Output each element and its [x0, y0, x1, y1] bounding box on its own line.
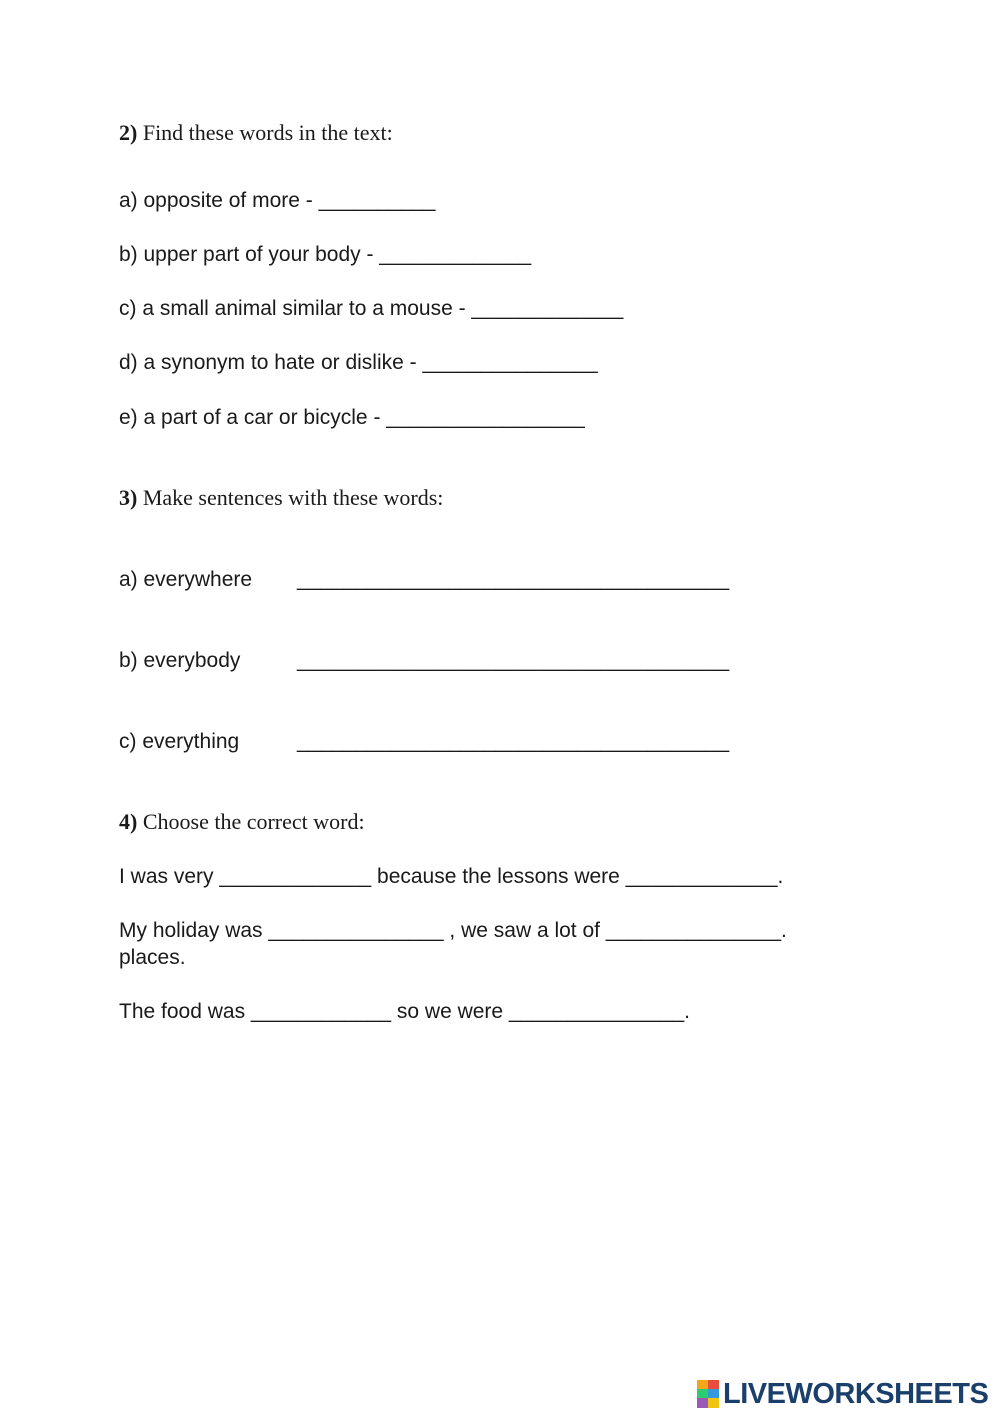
- section-3-blank-a[interactable]: _____________________________________: [297, 568, 730, 591]
- logo-block-icon: [708, 1380, 719, 1389]
- section-4-title: Choose the correct word:: [142, 809, 365, 834]
- section-3-number: 3): [119, 485, 138, 510]
- section-2-heading: [119, 120, 393, 146]
- section-4-sentence-2-continuation: places.: [119, 946, 186, 969]
- section-2-item-d: d) a synonym to hate or dislike - _______________: [119, 351, 598, 374]
- liveworksheets-logo: [697, 1377, 988, 1411]
- section-3-label-b: b) everybody: [119, 649, 241, 672]
- section-4-heading: [119, 809, 365, 835]
- liveworksheets-logo-text: LIVEWORKSHEETS: [723, 1378, 989, 1410]
- section-2-item-c: c) a small animal similar to a mouse - _____________: [119, 297, 624, 320]
- logo-block-icon: [708, 1389, 719, 1398]
- section-3-blank-c[interactable]: _____________________________________: [297, 730, 730, 753]
- section-2-item-a: a) opposite of more - __________: [119, 189, 436, 212]
- section-3-heading: [119, 485, 443, 511]
- section-2-item-e: e) a part of a car or bicycle - _________________: [119, 406, 585, 429]
- section-4-sentence-2: My holiday was _______________ , we saw a lot of _______________.: [119, 919, 787, 942]
- logo-block-icon: [697, 1380, 708, 1389]
- section-2-number: 2): [119, 120, 138, 145]
- section-2-item-b: b) upper part of your body - _____________: [119, 243, 532, 266]
- section-4-number: 4): [119, 809, 138, 834]
- logo-block-icon: [697, 1389, 708, 1398]
- section-4-sentence-3: The food was ____________ so we were _______________.: [119, 1000, 690, 1023]
- section-3-title: Make sentences with these words:: [142, 485, 444, 510]
- section-2-title: Find these words in the text:: [142, 120, 393, 145]
- section-3-label-a: a) everywhere: [119, 568, 253, 591]
- logo-block-icon: [697, 1398, 708, 1408]
- section-3-blank-b[interactable]: _____________________________________: [297, 649, 730, 672]
- logo-block-icon: [708, 1398, 719, 1408]
- section-3-label-c: c) everything: [119, 730, 240, 753]
- liveworksheets-logo-icon: [697, 1380, 719, 1408]
- section-4-sentence-1: I was very _____________ because the lessons were _____________.: [119, 865, 784, 888]
